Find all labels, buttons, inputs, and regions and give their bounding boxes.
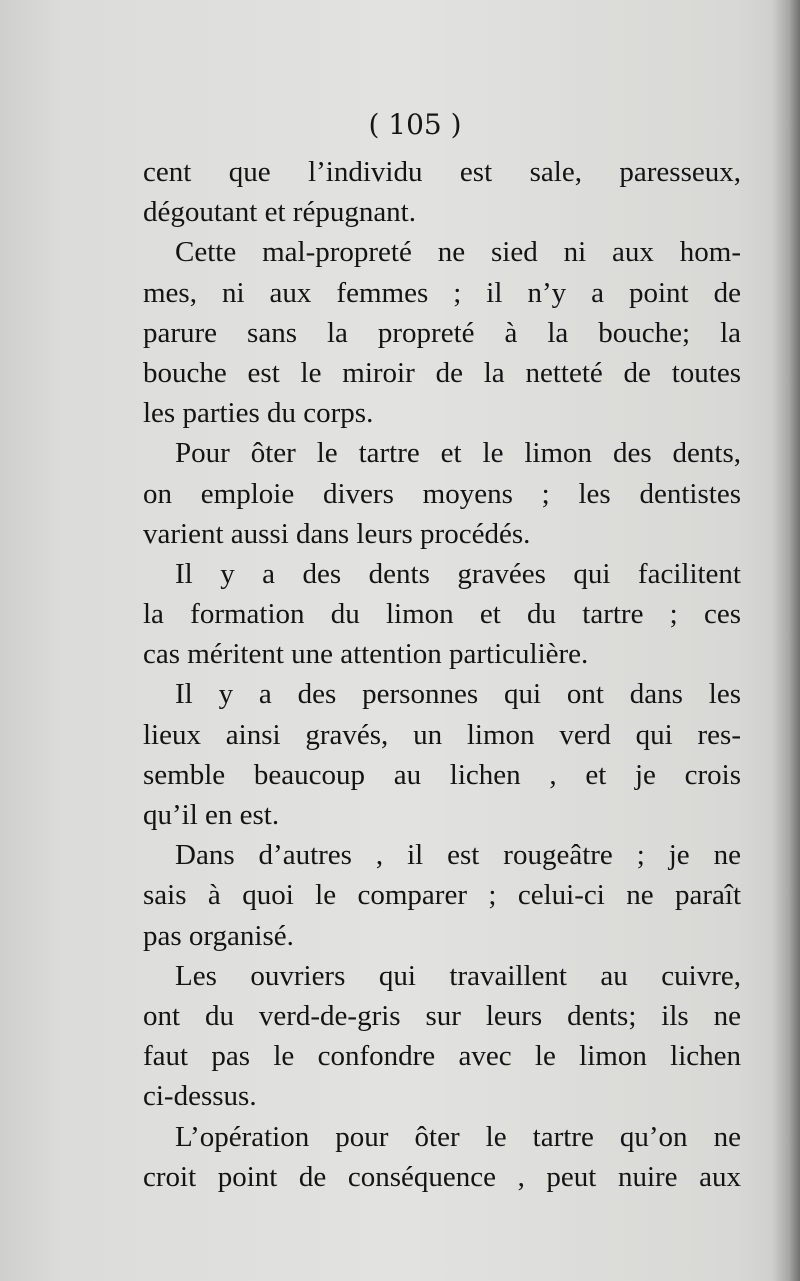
text-line: on emploie divers moyens ; les dentistes <box>143 477 741 510</box>
text-line: bouche est le miroir de la netteté de toutes <box>143 356 741 389</box>
text-line: L’opération pour ôter le tartre qu’on ne <box>175 1120 741 1153</box>
text-line: qu’il en est. <box>143 799 280 831</box>
text-line: la formation du limon et du tartre ; ces <box>143 598 741 631</box>
text-line: varient aussi dans leurs procédés. <box>143 517 531 550</box>
page-number: ( 105 ) <box>368 108 462 141</box>
text-line: lieux ainsi gravés, un limon verd qui res- <box>143 718 741 751</box>
text-line: sais à quoi le comparer ; celui-ci ne paraît <box>143 879 741 912</box>
text-line: ont du verd-de-gris sur leurs dents; ils ne <box>143 999 741 1032</box>
text-line: ci-dessus. <box>143 1080 257 1113</box>
text-line: mes, ni aux femmes ; il n’y a point de <box>143 276 741 309</box>
text-line: faut pas le confondre avec le limon lichen <box>143 1040 741 1073</box>
text-line: croit point de conséquence , peut nuire aux <box>143 1160 741 1193</box>
text-line: Pour ôter le tartre et le limon des dents, <box>175 437 741 470</box>
text-line: Cette mal-propreté ne sied ni aux hom- <box>175 236 741 269</box>
text-line: dégoutant et répugnant. <box>143 196 416 229</box>
text-line: Il y a des personnes qui ont dans les <box>175 678 741 711</box>
text-line: Il y a des dents gravées qui facilitent <box>175 557 741 590</box>
text-line: parure sans la propreté à la bouche; la <box>143 316 741 349</box>
text-line: semble beaucoup au lichen , et je crois <box>143 758 741 791</box>
body-text <box>143 152 741 1197</box>
text-line: pas organisé. <box>143 919 294 952</box>
text-line: cent que l’individu est sale, paresseux, <box>143 156 741 188</box>
text-line: les parties du corps. <box>143 397 374 430</box>
page-edge-shadow <box>772 0 800 1281</box>
text-line: cas méritent une attention particulière. <box>143 638 589 671</box>
text-line: Les ouvriers qui travaillent au cuivre, <box>175 959 741 992</box>
text-line: Dans d’autres , il est rougeâtre ; je ne <box>175 839 741 872</box>
